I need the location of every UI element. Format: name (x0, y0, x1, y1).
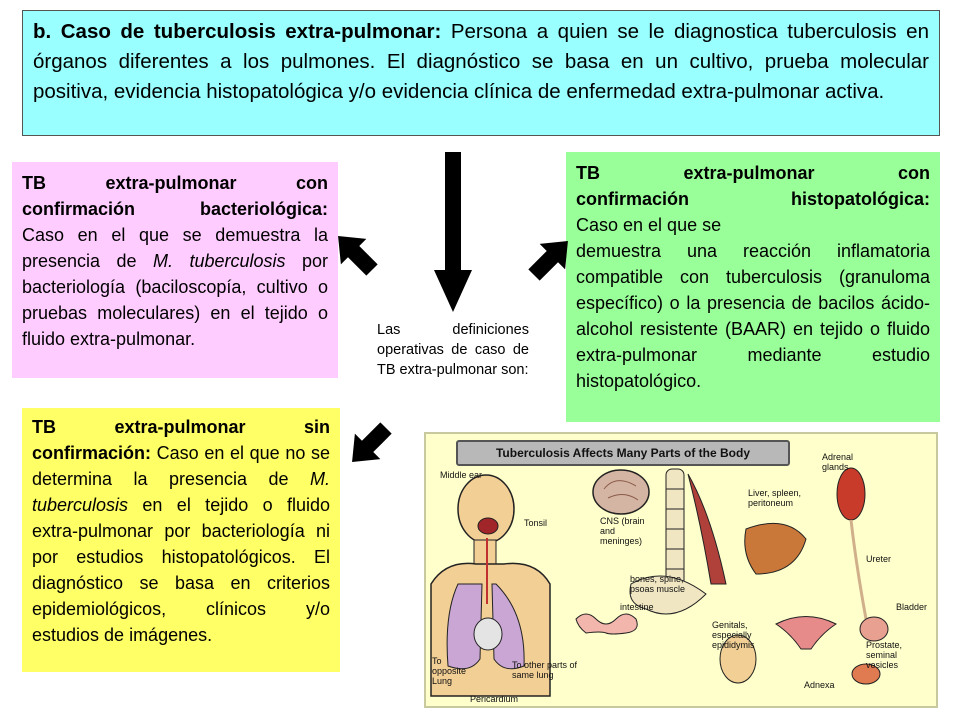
mouth-icon (478, 518, 498, 534)
label-cns: CNS (brain and meninges) (600, 516, 645, 546)
uterus-icon (776, 617, 836, 650)
no-confirmation-text-b: en el tejido o fluido extra-pulmonar por bacteriología ni por estudios histopatológicos. El diagnóstico se basa en criterios epidemiológicos, clínicos y/o estudios de imágenes. (32, 495, 330, 645)
histopathological-title-1: TB extra-pulmonar con (576, 163, 930, 183)
bladder-icon (860, 617, 888, 641)
label-adnexa: Adnexa (804, 680, 835, 690)
label-intestine: intestine (620, 602, 654, 612)
bacteriological-title-1: TB extra-pulmonar con (22, 173, 328, 193)
center-note: Las definiciones operativas de caso de TB extra-pulmonar son: (377, 322, 529, 378)
bacteriological-title-2: confirmación bacteriológica: (22, 199, 328, 219)
no-confirmation-text-a: Caso en el que no se determina la presencia de (32, 443, 330, 489)
kidney-icon (837, 468, 865, 520)
label-middle-ear: Middle ear (440, 470, 483, 480)
brain-icon (593, 470, 649, 514)
label-prostate: Prostate, seminal vesicles (866, 640, 903, 670)
up-right-arrow-icon (521, 228, 580, 287)
label-liver: Liver, spleen, peritoneum (748, 488, 802, 508)
histopathological-title-2: confirmación histopatológica: (576, 189, 930, 209)
label-adrenal: Adrenal glands (822, 452, 854, 472)
neck-icon (474, 540, 496, 566)
definition-label: b. Caso de tuberculosis extra-pulmonar: (33, 20, 442, 43)
histopathological-text: demuestra una reacción inflamatoria compatible con tuberculosis (granuloma específico) o la presencia de bacilos ácido-alcohol resistente (BAAR) en tejido o fluido extra-pulmonar mediante estudio histopatológico. (576, 241, 930, 391)
definition-text: Persona a quien se le diagnostica tuberculosis en órganos diferentes a los pulmones. El diagnóstico se basa en un cultivo, prueba molecular positiva, evidencia histopatológica y/o evidencia clínica de enfermedad extra-pulmonar activa. (33, 20, 929, 103)
psoas-muscle-icon (688, 474, 726, 584)
down-arrow-icon (434, 152, 472, 312)
bacteriological-text-b: por bacteriología (baciloscopía, cultivo o pruebas moleculares) en el tejido o fluido extra-pulmonar. (22, 251, 328, 349)
histopathological-line-3: Caso en el que se (576, 215, 722, 235)
label-pericardium: Pericardium (470, 694, 519, 704)
liver-icon (745, 523, 806, 574)
label-ureter: Ureter (866, 554, 892, 564)
up-left-arrow-icon (325, 223, 384, 282)
intestine-icon (576, 614, 637, 634)
label-tonsil: Tonsil (524, 518, 548, 528)
down-left-arrow-icon (339, 415, 398, 474)
illustration-drawing (426, 434, 940, 710)
label-other-parts: To other parts of same lung (512, 660, 578, 680)
no-confirmation-title: TB extra-pulmonar sin confirmación: (32, 417, 330, 463)
label-opposite-lung: To opposite Lung (432, 656, 467, 686)
organism-name: M. tuberculosis (153, 251, 286, 271)
label-bladder: Bladder (896, 602, 928, 612)
organism-name: M. tuberculosis (32, 469, 330, 515)
tb-body-illustration (424, 432, 938, 708)
label-genitals: Genitals, especially epididymis (712, 620, 755, 650)
ureter-icon (851, 520, 866, 619)
heart-icon (474, 618, 502, 650)
bacteriological-text-a: Caso en el que se demuestra la presencia de (22, 225, 328, 271)
illustration-title: Tuberculosis Affects Many Parts of the Body (456, 440, 790, 466)
label-bones: bones, spine, psoas muscle (630, 574, 686, 594)
